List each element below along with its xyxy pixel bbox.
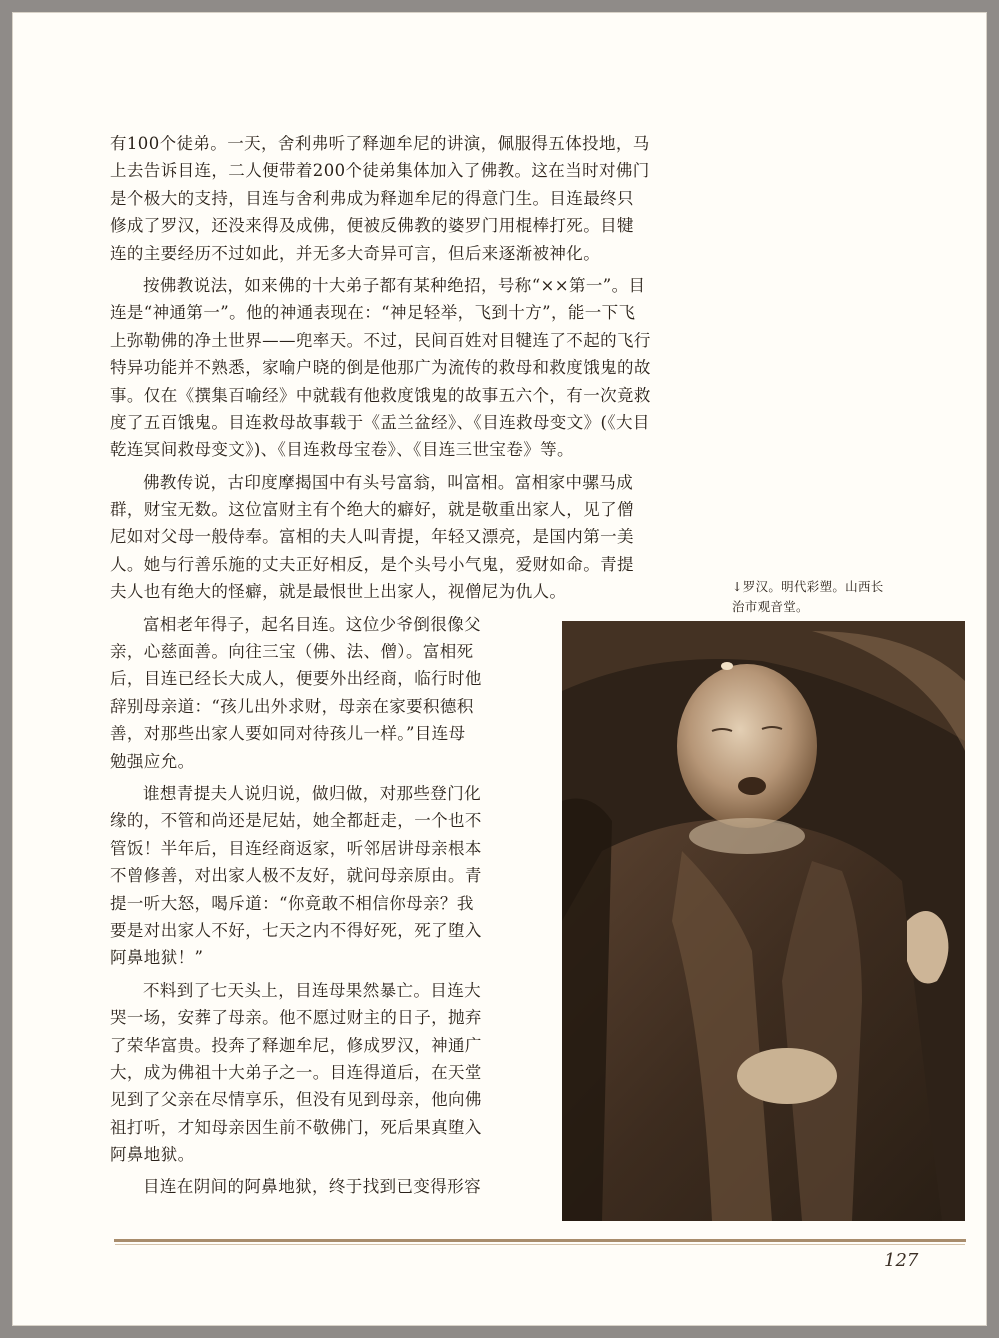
- caption-line: ↓罗汉。明代彩塑。山西长: [732, 579, 884, 594]
- text-line: 上弥勒佛的净土世界——兜率天。不过，民间百姓对目犍连了不起的飞行: [110, 330, 651, 350]
- text-line: 辞别母亲道：“孩儿出外求财，母亲在家要积德积: [110, 696, 474, 716]
- text-line: 了荣华富贵。投奔了释迦牟尼，修成罗汉，神通广: [110, 1035, 482, 1055]
- text-line: 尼如对父母一般侍奉。富相的夫人叫青提，年轻又漂亮，是国内第一美: [110, 527, 634, 547]
- caption-line: 治市观音堂。: [732, 599, 809, 614]
- text-line: 管饭！半年后，目连经商返家，听邻居讲母亲根本: [110, 838, 482, 858]
- text-line: 连是“神通第一”。他的神通表现在：“神足轻举，飞到十方”，能一下飞: [110, 303, 636, 323]
- text-line: 不料到了七天头上，目连母果然暴亡。目连大: [143, 980, 481, 1000]
- footer-rule: [114, 1239, 966, 1242]
- text-line: 乾连冥间救母变文》)、《目连救母宝卷》、《目连三世宝卷》等。: [110, 440, 574, 460]
- text-line: 大，成为佛祖十大弟子之一。目连得道后，在天堂: [110, 1062, 482, 1082]
- text-line: 富相老年得子，起名目连。这位少爷倒很像父: [143, 614, 481, 634]
- arhat-statue-photo: [562, 621, 965, 1221]
- text-line: 哭一场，安葬了母亲。他不愿过财主的日子，抛弃: [110, 1008, 482, 1028]
- text-line: 按佛教说法，如来佛的十大弟子都有某种绝招，号称“××第一”。目: [143, 275, 646, 295]
- text-line: 是个极大的支持，目连与舍利弗成为释迦牟尼的得意门生。目连最终只: [110, 188, 634, 208]
- text-line: 修成了罗汉，还没来得及成佛，便被反佛教的婆罗门用棍棒打死。目犍: [110, 216, 634, 236]
- body-text: [110, 130, 651, 1201]
- text-line: 阿鼻地狱。: [110, 1145, 195, 1165]
- text-line: 不曾修善，对出家人极不友好，就问母亲原由。青: [110, 866, 482, 886]
- page-number: 127: [884, 1250, 919, 1271]
- statue-illustration: [562, 621, 965, 1221]
- text-line: 有100个徒弟。一天，舍利弗听了释迦牟尼的讲演，佩服得五体投地，马: [110, 134, 650, 153]
- text-line: 提一听大怒，喝斥道：“你竟敢不相信你母亲？我: [110, 893, 474, 913]
- text-line: 阿鼻地狱！”: [110, 948, 204, 968]
- text-line: 群，财宝无数。这位富财主有个绝大的癖好，就是敬重出家人，见了僧: [110, 500, 634, 520]
- text-line: 特异功能并不熟悉，家喻户晓的倒是他那广为流传的救母和救度饿鬼的故: [110, 358, 651, 378]
- text-line: 度了五百饿鬼。目连救母故事载于《盂兰盆经》、《目连救母变文》(《大目: [110, 412, 650, 432]
- text-line: 事。仅在《撰集百喻经》中就载有他救度饿鬼的故事五六个，有一次竟救: [110, 385, 651, 405]
- text-line: 谁想青提夫人说归说，做归做，对那些登门化: [143, 783, 481, 803]
- text-line: 目连在阴间的阿鼻地狱，终于找到已变得形容: [143, 1177, 481, 1197]
- photo-caption: [732, 577, 972, 617]
- text-line: 连的主要经历不过如此，并无多大奇异可言，但后来逐渐被神化。: [110, 243, 601, 263]
- text-line: 要是对出家人不好，七天之内不得好死，死了堕入: [110, 920, 482, 940]
- text-line: 上去告诉目连，二人便带着200个徒弟集体加入了佛教。这在当时对佛门: [110, 161, 650, 181]
- text-line: 缘的，不管和尚还是尼姑，她全都赶走，一个也不: [110, 811, 482, 831]
- text-line: 善，对那些出家人要如同对待孩儿一样。”目连母: [110, 724, 466, 744]
- text-line: 夫人也有绝大的怪癖，就是最恨世上出家人，视僧尼为仇人。: [110, 582, 567, 602]
- book-page: [12, 12, 987, 1326]
- text-line: 祖打听，才知母亲因生前不敬佛门，死后果真堕入: [110, 1117, 482, 1137]
- text-line: 亲，心慈面善。向往三宝（佛、法、僧）。富相死: [110, 642, 474, 662]
- text-line: 佛教传说，古印度摩揭国中有头号富翁，叫富相。富相家中骡马成: [143, 472, 634, 492]
- text-line: 勉强应允。: [110, 751, 195, 771]
- text-line: 人。她与行善乐施的丈夫正好相反，是个头号小气鬼，爱财如命。青提: [110, 554, 634, 574]
- text-line: 见到了父亲在尽情享乐，但没有见到母亲，他向佛: [110, 1090, 482, 1110]
- text-line: 后，目连已经长大成人，便要外出经商，临行时他: [110, 669, 482, 689]
